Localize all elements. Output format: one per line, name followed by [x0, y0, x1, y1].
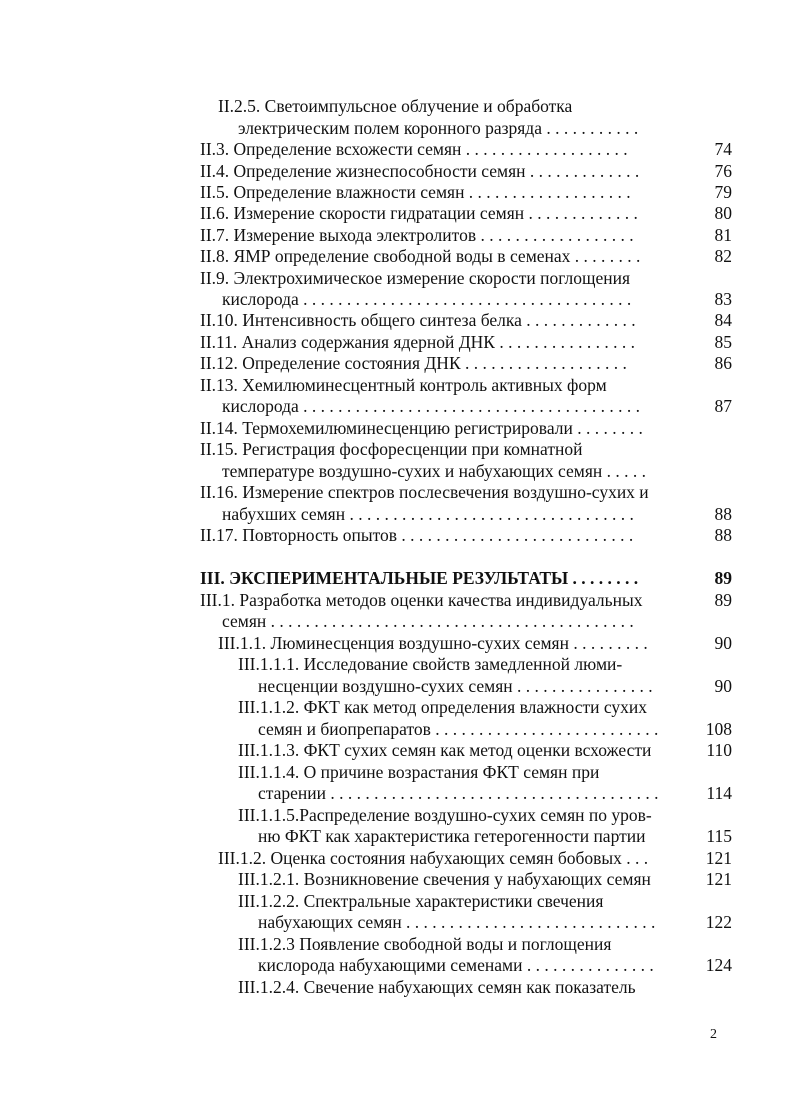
toc-entry-text: III.1.2.2. Спектральные характеристики свечения: [238, 891, 604, 911]
toc-entry-text: II.14. Термохемилюминесценцию регистрировали . . . . . . . .: [200, 418, 643, 438]
toc-entry-text: III. ЭКСПЕРИМЕНТАЛЬНЫЕ РЕЗУЛЬТАТЫ . . . . . . . .: [200, 568, 639, 588]
toc-entry-text: кислорода . . . . . . . . . . . . . . . . . . . . . . . . . . . . . . . . . . . . . . .: [222, 396, 641, 416]
toc-entry-text: температуре воздушно-сухих и набухающих семян . . . . .: [222, 461, 647, 481]
toc-entry-text: III.1. Разработка методов оценки качества индивидуальных: [200, 590, 643, 610]
toc-entry-text: кислорода . . . . . . . . . . . . . . . . . . . . . . . . . . . . . . . . . . . . . .: [222, 289, 632, 309]
toc-entry-page: 88: [714, 504, 732, 524]
toc-entry-text: II.17. Повторность опытов . . . . . . . . . . . . . . . . . . . . . . . . . . .: [200, 525, 634, 545]
toc-entry-page: 88: [714, 525, 732, 545]
toc-entry-page: 121: [705, 848, 732, 868]
toc-entry-text: III.1.1.5.Распределение воздушно-сухих семян по уров-: [238, 805, 652, 825]
toc-entry-page: 84: [714, 310, 732, 330]
toc-entry-text: электрическим полем коронного разряда . . . . . . . . . . .: [238, 118, 639, 138]
toc-entry-text: II.2.5. Светоимпульсное облучение и обработка: [218, 96, 573, 116]
toc-entry-page: 86: [714, 353, 732, 373]
toc-entry-text: III.1.2.1. Возникновение свечения у набухающих семян: [238, 869, 651, 889]
toc-entry-text: III.1.1. Люминесценция воздушно-сухих семян . . . . . . . . .: [218, 633, 648, 653]
toc-entry-text: III.1.2.3 Появление свободной воды и поглощения: [238, 934, 612, 954]
toc-entry-text: набухающих семян . . . . . . . . . . . . . . . . . . . . . . . . . . . . .: [258, 912, 656, 932]
toc-entry-text: III.1.2. Оценка состояния набухающих семян бобовых . . .: [218, 848, 649, 868]
toc-entry-page: 121: [705, 869, 732, 889]
toc-entry-text: старении . . . . . . . . . . . . . . . . . . . . . . . . . . . . . . . . . . . . . .: [258, 783, 659, 803]
toc-entry-text: II.10. Интенсивность общего синтеза белка . . . . . . . . . . . . .: [200, 310, 636, 330]
toc-entry-text: II.15. Регистрация фосфоресценции при комнатной: [200, 439, 583, 459]
toc-entry-text: II.4. Определение жизнеспособности семян . . . . . . . . . . . . .: [200, 161, 640, 181]
toc-entry-text: набухших семян . . . . . . . . . . . . . . . . . . . . . . . . . . . . . . . . .: [222, 504, 634, 524]
toc-entry-text: семян и биопрепаратов . . . . . . . . . . . . . . . . . . . . . . . . . .: [258, 719, 659, 739]
toc-entry-text: кислорода набухающими семенами . . . . . . . . . . . . . . .: [258, 955, 654, 975]
toc-entry-text: II.5. Определение влажности семян . . . . . . . . . . . . . . . . . . .: [200, 182, 631, 202]
toc-entry-page: 80: [714, 203, 732, 223]
toc-entry-text: II.12. Определение состояния ДНК . . . . . . . . . . . . . . . . . . .: [200, 353, 627, 373]
toc-entry-page: 89: [714, 590, 732, 610]
toc-entry-page: 122: [705, 912, 732, 932]
toc-entry-text: II.13. Хемилюминесцентный контроль активных форм: [200, 375, 607, 395]
toc-entry-text: II.9. Электрохимическое измерение скорости поглощения: [200, 268, 630, 288]
toc-entry-page: 82: [714, 246, 732, 266]
toc-entry-page: 114: [706, 783, 732, 803]
page-number: 2: [710, 1027, 717, 1042]
toc-entry-page: 90: [714, 633, 732, 653]
toc-entry-page: 115: [706, 826, 732, 846]
toc-entry-text: II.7. Измерение выхода электролитов . . . . . . . . . . . . . . . . . .: [200, 225, 634, 245]
toc-entry-page: 74: [714, 139, 732, 159]
toc-entry-text: III.1.1.4. О причине возрастания ФКТ семян при: [238, 762, 600, 782]
toc-entry-page: 108: [705, 719, 732, 739]
toc-entry-text: семян . . . . . . . . . . . . . . . . . . . . . . . . . . . . . . . . . . . . . . . . . .: [222, 611, 634, 631]
toc-entry-page: 81: [714, 225, 732, 245]
toc-entry-text: II.11. Анализ содержания ядерной ДНК . . . . . . . . . . . . . . . .: [200, 332, 635, 352]
toc-entry-text: II.3. Определение всхожести семян . . . . . . . . . . . . . . . . . . .: [200, 139, 628, 159]
toc-entry-page: 79: [714, 182, 732, 202]
toc-entry-page: 76: [714, 161, 732, 181]
toc-entry-page: 83: [714, 289, 732, 309]
toc-entry-text: III.1.1.3. ФКТ сухих семян как метод оценки всхожести: [238, 740, 652, 760]
toc-entry-text: несценции воздушно-сухих семян . . . . . . . . . . . . . . . .: [258, 676, 653, 696]
toc-entry-page: 89: [714, 568, 732, 588]
toc-entry-text: II.16. Измерение спектров послесвечения воздушно-сухих и: [200, 482, 649, 502]
toc-entry-page: 110: [706, 740, 732, 760]
toc-entry-page: 85: [714, 332, 732, 352]
toc-entry-page: 90: [714, 676, 732, 696]
toc-entry-text: III.1.1.1. Исследование свойств замедленной люми-: [238, 654, 623, 674]
toc-entry-text: ню ФКТ как характеристика гетерогенности партии: [258, 826, 646, 846]
toc-entry-page: 124: [705, 955, 732, 975]
toc-entry-text: II.6. Измерение скорости гидратации семян . . . . . . . . . . . . .: [200, 203, 638, 223]
toc-entry-text: II.8. ЯМР определение свободной воды в семенах . . . . . . . .: [200, 246, 641, 266]
toc-entry-text: III.1.1.2. ФКТ как метод определения влажности сухих: [238, 697, 648, 717]
toc-entry-text: III.1.2.4. Свечение набухающих семян как показатель: [238, 977, 636, 997]
toc-entry-page: 87: [714, 396, 732, 416]
